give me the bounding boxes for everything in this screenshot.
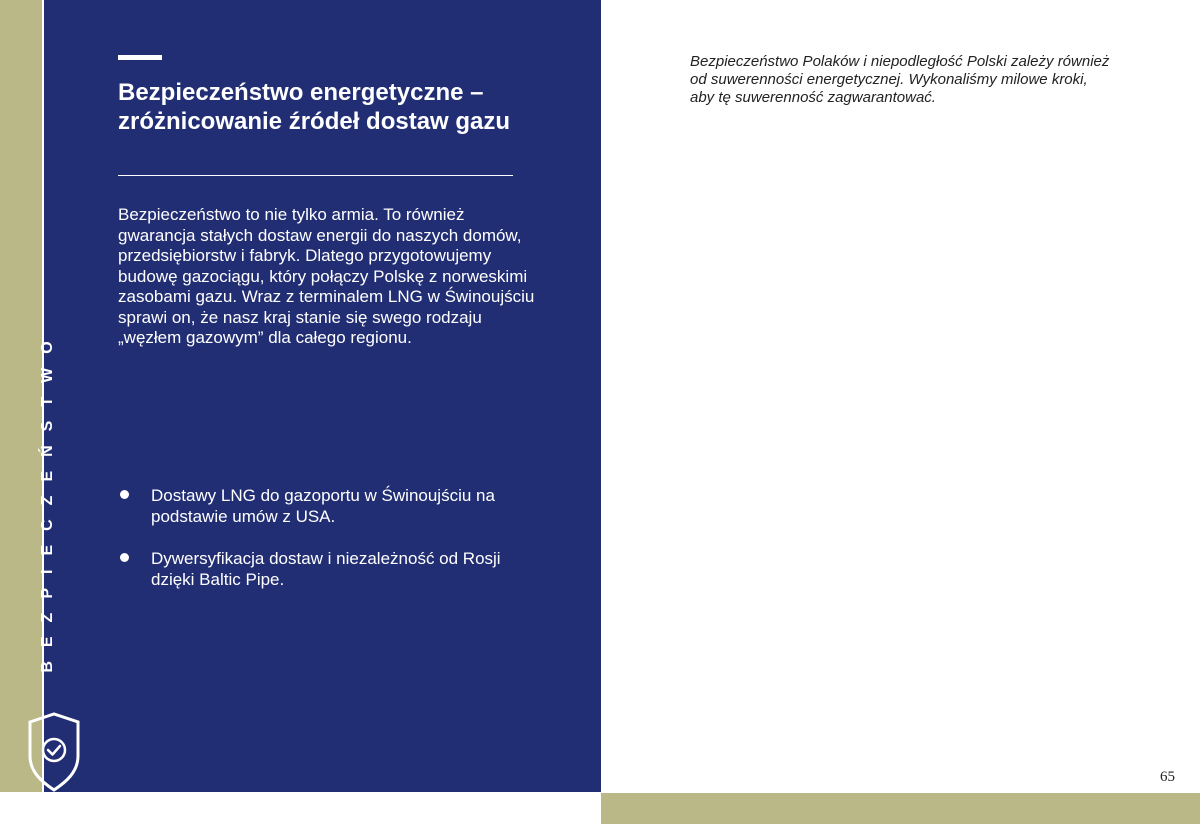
- heading-line-2: zróżnicowanie źródeł dostaw gazu: [118, 108, 511, 135]
- bullet-list: [118, 485, 538, 611]
- list-item: [118, 485, 538, 527]
- list-item: [118, 548, 538, 590]
- heading-line-1: Bezpieczeństwo energetyczne –: [118, 79, 484, 106]
- pull-quote: Bezpieczeństwo Polaków i niepodległość Polski zależy również od suwerenności energetycznej. Wykonaliśmy milowe kroki, aby tę suwerenność zagwarantować.: [690, 53, 1110, 106]
- page-number: 65: [1160, 769, 1175, 785]
- heading-rule: [118, 175, 513, 176]
- bottom-strip: [601, 793, 1200, 824]
- section-heading: [118, 78, 558, 136]
- bullet-icon: [120, 553, 129, 562]
- bullet-text: Dostawy LNG do gazoportu w Świnoujściu na podstawie umów z USA.: [151, 486, 495, 526]
- section-side-label: BEZPIECZEŃSTWO: [39, 327, 56, 673]
- bullet-text: Dywersyfikacja dostaw i niezależność od Rosji dzięki Baltic Pipe.: [151, 549, 501, 589]
- side-strip: [0, 0, 42, 792]
- heading-accent-bar: [118, 55, 162, 60]
- shield-check-icon: [24, 712, 88, 792]
- section-body: Bezpieczeństwo to nie tylko armia. To również gwarancja stałych dostaw energii do naszych domów, przedsiębiorstw i fabryk. Dlatego przygotowujemy budowę gazociągu, który połączy Polskę z norweskimi zasobami gazu. Wraz z terminalem LNG w Świnoujściu sprawi on, że nasz kraj stanie się swego rodzaju „węzłem gazowym” dla całego regionu.: [118, 205, 535, 347]
- bullet-icon: [120, 490, 129, 499]
